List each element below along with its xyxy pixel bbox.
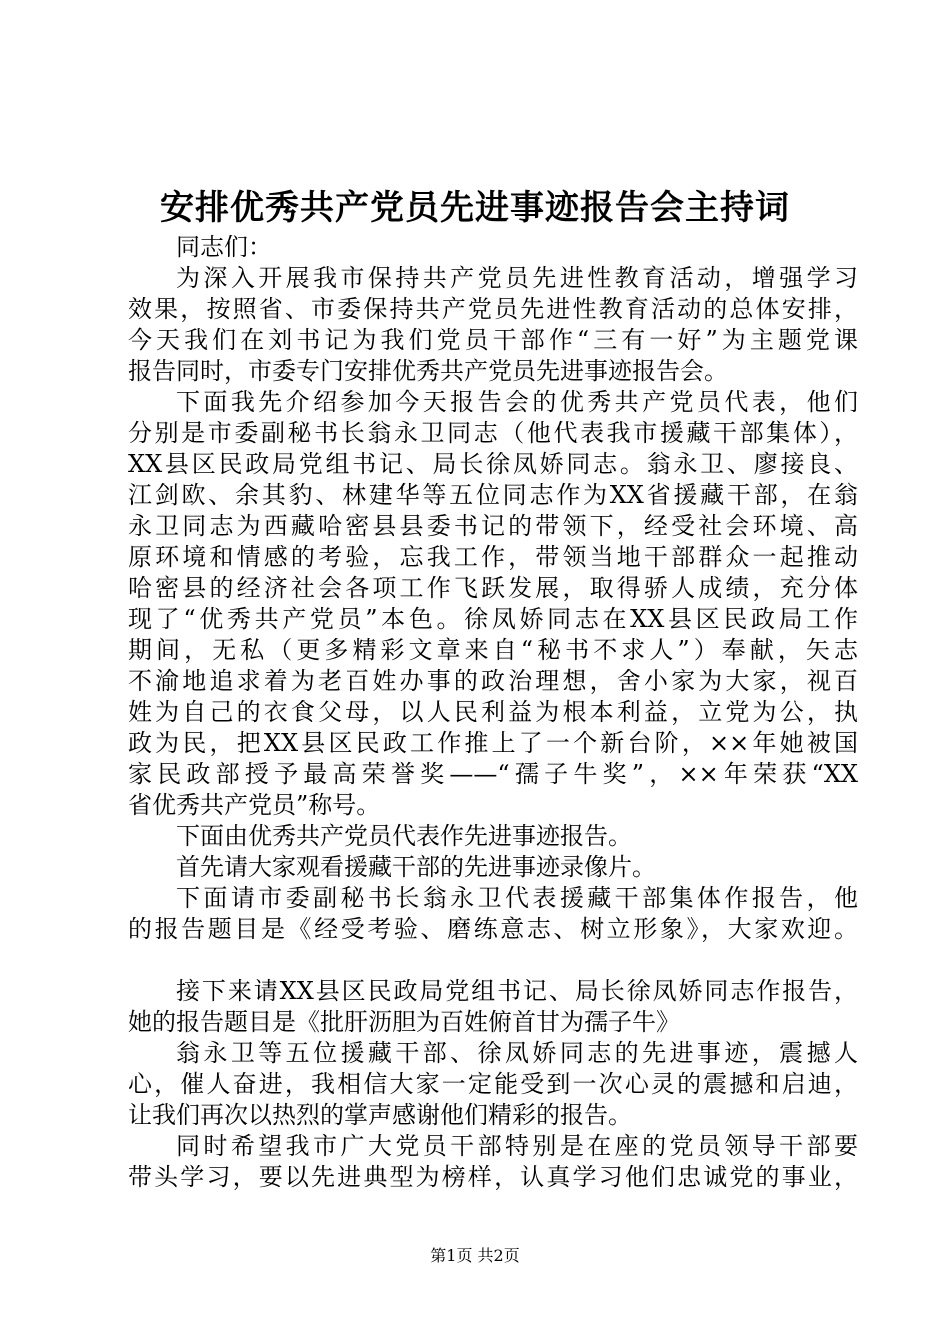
text-line: 省优秀共产党员”称号。 [128, 791, 381, 819]
text-line: 带头学习，要以先进典型为榜样，认真学习他们忠诚党的事业， [128, 1163, 858, 1191]
text-line: 同时希望我市广大党员干部特别是在座的党员领导干部要 [176, 1132, 858, 1160]
text-line: 分别是市委副秘书长翁永卫同志（他代表我市援藏干部集体）， [128, 419, 858, 447]
text-line: 哈密县的经济社会各项工作飞跃发展，取得骄人成绩，充分体 [128, 574, 858, 602]
document-body [128, 232, 858, 1193]
text-line: 今天我们在刘书记为我们党员干部作“三有一好”为主题党课 [128, 326, 858, 354]
text-line: 让我们再次以热烈的掌声感谢他们精彩的报告。 [128, 1101, 632, 1129]
text-line: 江剑欧、余其豹、林建华等五位同志作为XX省援藏干部，在翁 [128, 481, 858, 509]
blank-line [128, 945, 858, 976]
text-line: 下面请市委副秘书长翁永卫代表援藏干部集体作报告，他 [176, 884, 858, 912]
text-line: 的报告题目是《经受考验、磨练意志、树立形象》，大家欢迎。 [128, 915, 858, 943]
text-line: 翁永卫等五位援藏干部、徐凤娇同志的先进事迹，震撼人 [176, 1039, 858, 1067]
text-line: 为深入开展我市保持共产党员先进性教育活动，增强学习 [176, 264, 858, 292]
text-line: 姓为自己的衣食父母，以人民利益为根本利益，立党为公，执 [128, 698, 858, 726]
document-title: 安排优秀共产党员先进事迹报告会主持词 [160, 188, 790, 228]
text-line: 同志们： [176, 233, 272, 261]
text-line: 报告同时，市委专门安排优秀共产党员先进事迹报告会。 [128, 357, 728, 385]
text-line: 现了“优秀共产党员”本色。徐凤娇同志在XX县区民政局工作 [128, 605, 858, 633]
text-line: 下面由优秀共产党员代表作先进事迹报告。 [176, 822, 632, 850]
text-line: 政为民，把XX县区民政工作推上了一个新台阶，××年她被国 [128, 729, 858, 757]
text-line: 接下来请XX县区民政局党组书记、局长徐凤娇同志作报告， [176, 977, 858, 1005]
text-line: XX县区民政局党组书记、局长徐凤娇同志。翁永卫、廖接良、 [128, 450, 858, 478]
text-line: 原环境和情感的考验，忘我工作，带领当地干部群众一起推动 [128, 543, 858, 571]
text-line: 效果，按照省、市委保持共产党员先进性教育活动的总体安排， [128, 295, 858, 323]
page-footer: 第1页 共2页 [430, 1246, 520, 1265]
text-line: 永卫同志为西藏哈密县县委书记的带领下，经受社会环境、高 [128, 512, 858, 540]
text-line: 首先请大家观看援藏干部的先进事迹录像片。 [176, 853, 656, 881]
text-line: 下面我先介绍参加今天报告会的优秀共产党员代表，他们 [176, 388, 858, 416]
text-line: 家民政部授予最高荣誉奖——“孺子牛奖”，××年荣获“XX [128, 760, 858, 788]
text-line: 期间，无私（更多精彩文章来自“秘书不求人”）奉献，矢志 [128, 636, 858, 664]
text-line: 心，催人奋进，我相信大家一定能受到一次心灵的震撼和启迪， [128, 1070, 858, 1098]
text-line: 不渝地追求着为老百姓办事的政治理想，舍小家为大家，视百 [128, 667, 858, 695]
text-line: 她的报告题目是《批肝沥胆为百姓俯首甘为孺子牛》 [128, 1008, 680, 1036]
